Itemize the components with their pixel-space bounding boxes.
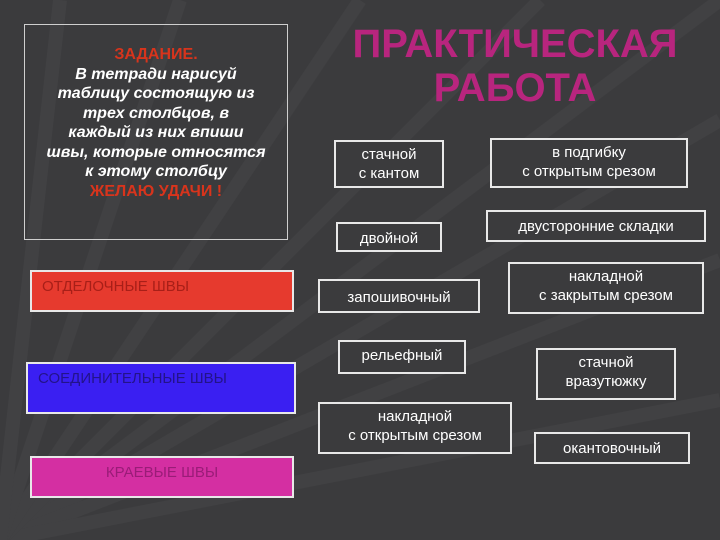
title-line-1: ПРАКТИЧЕСКАЯ xyxy=(352,22,678,66)
seam-label: в подгибку xyxy=(552,144,626,161)
task-line: каждый из них впиши xyxy=(68,124,244,141)
seam-label: двойной xyxy=(359,230,419,247)
seam-card[interactable] xyxy=(338,340,466,374)
seam-label: окантовочный xyxy=(563,440,661,457)
seam-card[interactable] xyxy=(534,432,690,464)
seam-card[interactable] xyxy=(318,402,512,454)
category-edge-seams[interactable]: КРАЕВЫЕ ШВЫ xyxy=(30,456,294,498)
seam-card[interactable] xyxy=(508,262,704,314)
seam-label: рельефный xyxy=(361,347,443,364)
task-line: таблицу состоящую из xyxy=(57,85,255,102)
seam-label: двусторонние складки xyxy=(518,218,674,235)
seam-label: с открытым срезом xyxy=(522,163,656,180)
task-box xyxy=(24,24,288,240)
task-line: к этому столбцу xyxy=(85,163,227,180)
seam-label: накладной xyxy=(377,408,453,425)
seam-label: с кантом xyxy=(358,165,420,182)
seam-card[interactable] xyxy=(336,222,442,252)
seam-label: с закрытым срезом xyxy=(539,287,673,304)
page-title xyxy=(330,22,700,110)
seam-label: стачной xyxy=(578,354,634,371)
seam-label: накладной xyxy=(568,268,644,285)
category-finishing-seams[interactable]: ОТДЕЛОЧНЫЕ ШВЫ xyxy=(30,270,294,312)
title-line-2: РАБОТА xyxy=(433,66,597,110)
seam-label: стачной xyxy=(361,146,417,163)
seam-card[interactable] xyxy=(334,140,444,188)
category-connecting-seams[interactable]: СОЕДИНИТЕЛЬНЫЕ ШВЫ xyxy=(26,362,296,414)
task-wish: ЖЕЛАЮ УДАЧИ ! xyxy=(89,182,223,200)
seam-card[interactable] xyxy=(318,279,480,313)
seam-card[interactable] xyxy=(490,138,688,188)
seam-label: с открытым срезом xyxy=(348,427,482,444)
task-heading: ЗАДАНИЕ. xyxy=(114,46,198,63)
task-line: швы, которые относятся xyxy=(46,143,266,161)
seam-card[interactable] xyxy=(486,210,706,242)
seam-card[interactable] xyxy=(536,348,676,400)
task-line: В тетради нарисуй xyxy=(75,65,237,83)
task-line: трех столбцов, в xyxy=(82,104,230,122)
seam-label: запошивочный xyxy=(347,289,451,306)
seam-label: вразутюжку xyxy=(565,373,647,390)
